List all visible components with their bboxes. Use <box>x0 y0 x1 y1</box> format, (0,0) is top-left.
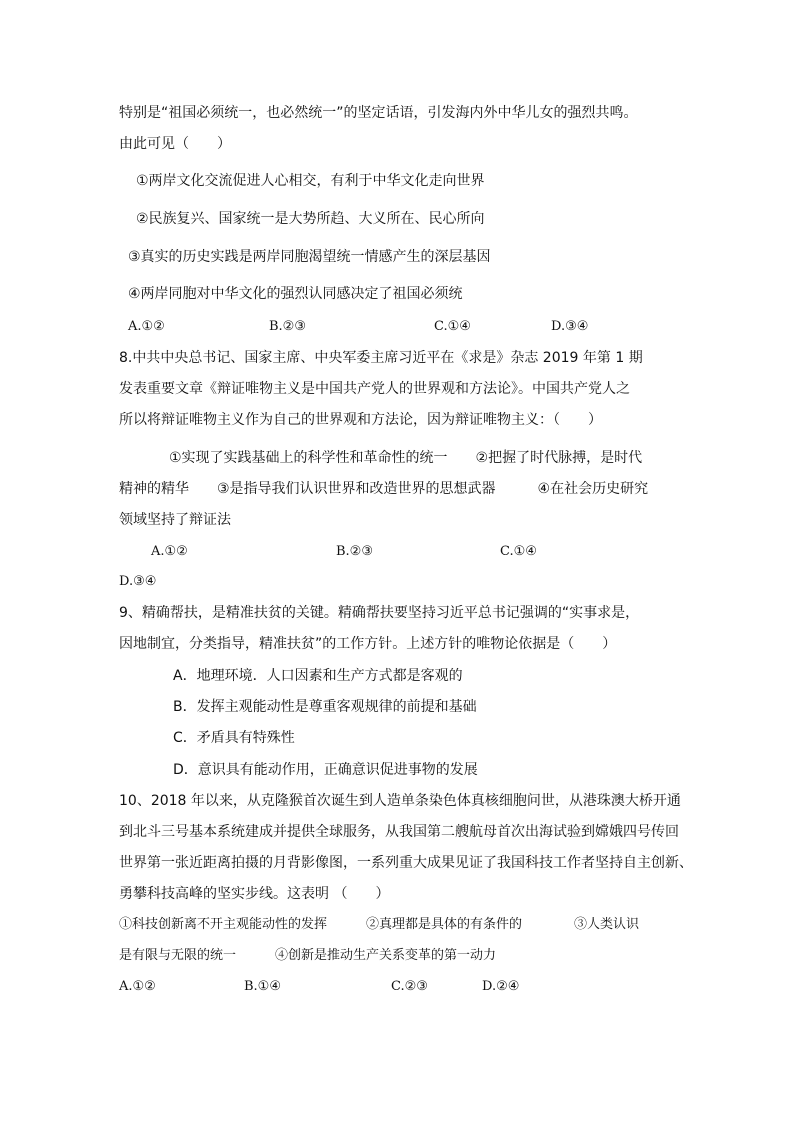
q10-stem-line: 到北斗三号基本系统建成并提供全球服务，从我国第二艘航母首次出海试验到嫦娥四号传回 <box>119 824 679 840</box>
q8-option: C.①④ <box>500 544 537 559</box>
q7-option: C.①④ <box>434 319 471 334</box>
q9-stem-line: 因地制宜，分类指导，精准扶贫”的工作方针。上述方针的唯物论依据是（ ） <box>119 636 617 652</box>
q8-option: D.③④ <box>119 574 157 589</box>
q7-option: B.②③ <box>269 319 306 334</box>
q8-option: A.①② <box>151 544 188 559</box>
q9-option: B．发挥主观能动性是尊重客观规律的前提和基础 <box>173 699 477 715</box>
q8-stem-line: 发表重要文章《辩证唯物主义是中国共产党人的世界观和方法论》。中国共产党人之 <box>119 381 630 397</box>
q10-stem-line: 世界第一张近距离拍摄的月背影像图，一系列重大成果见证了我国科技工作者坚持自主创新、 <box>119 855 693 871</box>
q7-item: ①两岸文化交流促进人心相交，有利于中华文化走向世界 <box>136 173 485 189</box>
q10-option: D.②④ <box>482 979 520 994</box>
q10-items-line: 是有限与无限的统一 ④创新是推动生产关系变革的第一动力 <box>119 948 497 963</box>
q8-option: B.②③ <box>336 544 373 559</box>
q10-option: A.①② <box>119 979 156 994</box>
q9-option: A．地理环境．人口因素和生产方式都是客观的 <box>173 668 463 684</box>
q10-items-line: ①科技创新离不开主观能动性的发挥 ②真理都是具体的有条件的 ③人类认识 <box>119 917 640 932</box>
q10-stem-line: 10、2018 年以来，从克隆猴首次诞生到人造单条染色体真核细胞问世，从港珠澳大桥开通 <box>119 793 681 809</box>
q8-items-line: 精神的精华 ③是指导我们认识世界和改造世界的思想武器 ④在社会历史研究 <box>119 481 649 497</box>
q7-item: ④两岸同胞对中华文化的强烈认同感决定了祖国必须统 <box>128 286 463 302</box>
q8-items-line: 领域坚持了辩证法 <box>119 512 231 528</box>
q8-stem-line: 所以将辩证唯物主义作为自己的世界观和方法论，因为辩证唯物主义：（ ） <box>119 412 602 428</box>
q7-option: D.③④ <box>551 319 589 334</box>
q8-stem-line: 8.中共中央总书记、国家主席、中央军委主席习近平在《求是》杂志 2019 年第 1 期 <box>119 350 643 366</box>
q9-option: D．意识具有能动作用，正确意识促进事物的发展 <box>173 762 478 778</box>
q9-option: C．矛盾具有特殊性 <box>173 730 295 746</box>
q10-stem-line: 勇攀科技高峰的坚实步线。这表明 （ ） <box>119 886 390 902</box>
q9-stem-line: 9、精确帮扶，是精准扶贫的关键。精确帮扶要坚持习近平总书记强调的“实事求是， <box>119 605 640 621</box>
q7-stem-line: 特别是“祖国必须统一，也必然统一”的坚定话语，引发海内外中华儿女的强烈共鸣。 <box>119 105 638 121</box>
q10-option: C.②③ <box>391 979 428 994</box>
q10-option: B.①④ <box>244 979 281 994</box>
q7-item: ②民族复兴、国家统一是大势所趋、大义所在、民心所向 <box>136 211 485 227</box>
q8-items-line: ①实现了实践基础上的科学性和革命性的统一 ②把握了时代脉搏，是时代 <box>169 450 643 466</box>
q7-item: ③真实的历史实践是两岸同胞渴望统一情感产生的深层基因 <box>128 249 491 265</box>
q7-stem-line: 由此可见（ ） <box>119 136 231 152</box>
q7-option: A.①② <box>128 319 165 334</box>
